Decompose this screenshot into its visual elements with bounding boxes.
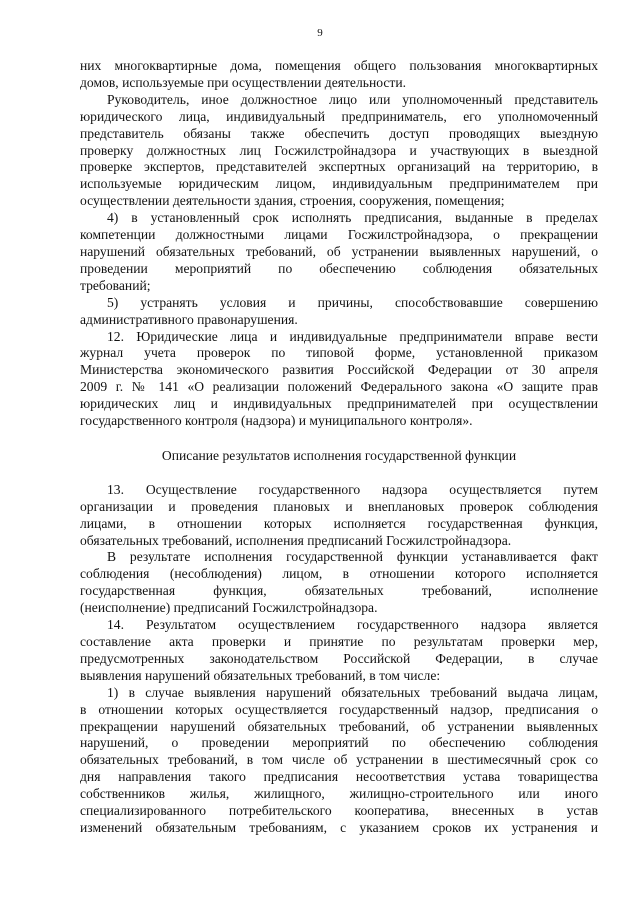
text-line: предусмотренных законодательством Российской Федерации, в случае [80,650,598,666]
text-line: обязательных требований, в том числе об устранении в шестимесячный срок со [80,752,598,768]
text-line: в отношении которых осуществляется государственный надзор, предписания о [80,701,598,717]
text-line: 13. Осуществление государственного надзора осуществляется путем [107,481,598,497]
text-line: 5) устранять условия и причины, способствовавшие совершению [107,294,598,310]
text-line: проверке экспертов, представителей экспертных организаций на территорию, в [80,159,598,175]
text-line: юридических лиц и индивидуальных предпринимателей при осуществлении [80,396,598,412]
text-line: журнал учета проверок по типовой форме, установленной приказом [80,345,598,361]
text-line: Руководитель, иное должностное лицо или уполномоченный представитель [107,91,598,107]
text-line: 4) в установленный срок исполнять предписания, выданные в пределах [107,210,598,226]
text-line: организации и проведения плановых и внеплановых проверок соблюдения [80,498,598,514]
text-line: административного правонарушения. [80,311,298,327]
section-heading: Описание результатов исполнения государственной функции [161,447,517,463]
text-line: требований; [80,277,151,293]
text-line: обязательных требований, исполнения предписаний Госжилстройнадзора. [80,532,512,548]
text-line: собственников жилья, жилищного, жилищно-строительного или иного [80,786,598,802]
text-line: государственная функция, обязательных требований, исполнение [80,583,598,599]
text-line: представитель обязаны также обеспечить доступ проводящих выездную [80,125,598,141]
text-line: В результате исполнения государственной функции устанавливается факт [107,549,598,565]
text-line: составление акта проверки и принятие по результатам проверки мер, [80,634,598,649]
document-body [80,58,598,837]
text-line: 12. Юридические лица и индивидуальные предприниматели вправе вести [107,328,598,344]
text-line: (неисполнение) предписаний Госжилстройнадзора. [80,600,378,616]
text-line: них многоквартирные дома, помещения общего пользования многоквартирных [80,58,598,73]
text-line: прекращении нарушений обязательных требований, об устранении выявленных [80,718,598,734]
text-line: государственного контроля (надзора) и муниципального контроля». [80,413,473,429]
text-line: Министерства экономического развития Российской Федерации от 30 апреля [80,362,598,378]
text-line: проведении мероприятий по обеспечению соблюдения обязательных [80,260,598,276]
text-line: компетенции должностными лицами Госжилстройнадзора, о прекращении [80,227,598,243]
text-line: лицами, в отношении которых исполняется государственная функция, [80,515,598,531]
text-line: 14. Результатом осуществлением государственного надзора является [107,617,598,633]
text-line: выявления нарушений обязательных требований, в том числе: [80,667,441,683]
text-line: 2009 г. № 141 «О реализации положений Федерального закона «О защите прав [80,379,598,395]
text-line: соблюдения (несоблюдения) лицом, в отношении которого исполняется [80,566,598,582]
text-line: 1) в случае выявления нарушений обязательных требований выдача лицам, [107,684,598,700]
text-line: нарушений обязательных требований, об устранении выявленных нарушений, о [80,243,598,259]
text-line: специализированного потребительского кооператива, внесенных в устав [80,803,598,819]
page-number: 9 [317,27,323,39]
text-line: домов, используемые при осуществлении деятельности. [80,74,406,90]
text-line: нарушений, о проведении мероприятий по обеспечению соблюдения [80,735,598,751]
text-line: осуществлении деятельности здания, строения, сооружения, помещения; [80,193,505,209]
text-line: юридического лица, индивидуальный предприниматель, его уполномоченный [80,108,598,124]
text-line: изменений обязательным требованиям, с указанием сроков их устранения и [80,819,598,835]
text-line: дня направления такого предписания несоответствия устава товарищества [80,769,598,785]
text-line: проверку должностных лиц Госжилстройнадзора и участвующих в выездной [80,142,598,158]
text-line: используемые юридическим лицом, индивидуальным предпринимателем при [80,176,598,192]
